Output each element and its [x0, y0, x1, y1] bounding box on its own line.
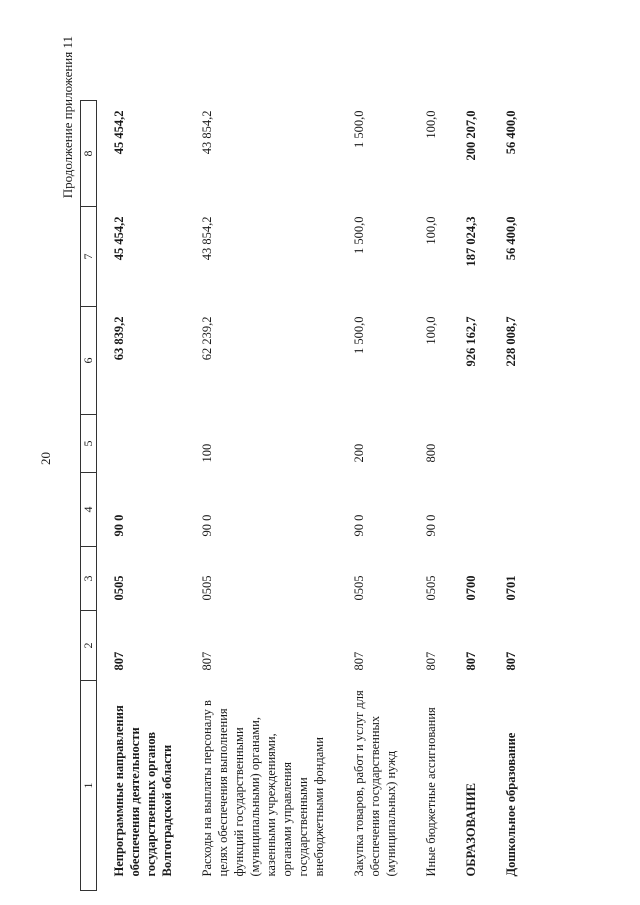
cell-code: [449, 415, 489, 473]
cell-amount: 45 454,2: [112, 216, 127, 261]
column-header: 6: [81, 307, 97, 415]
table-row: [449, 101, 489, 891]
row-name: Закупка товаров, работ и услуг для обеспечения государственных (муниципальных) нужд: [352, 690, 399, 877]
cell-amount: 1 500,0: [352, 316, 367, 354]
cell-code: 90 0: [352, 514, 367, 537]
continuation-title: Продолжение приложения 11: [60, 36, 75, 199]
cell-code: 0701: [504, 575, 519, 601]
cell-amount: 1 500,0: [352, 110, 367, 148]
cell-amount: 100,0: [424, 110, 439, 139]
column-header: 1: [81, 681, 97, 891]
cell-code: [489, 415, 529, 473]
cell-code: 0505: [200, 575, 215, 601]
row-name: Непрограммные направления обеспечения деятельности государственных органов Волгоградской области: [112, 705, 175, 877]
cell-code: 800: [424, 443, 439, 463]
cell-amount: 926 162,7: [464, 316, 479, 367]
cell-code: 90 0: [424, 514, 439, 537]
cell-amount: 100,0: [424, 316, 439, 345]
cell-code: 0505: [352, 575, 367, 601]
column-header: 7: [81, 207, 97, 307]
row-name: Иные бюджетные ассигнования: [424, 707, 439, 877]
cell-code: 100: [200, 443, 215, 463]
row-name: Расходы на выплаты персоналу в целях обеспечения выполнения функций государственными (муниципальными) органами, казенными учреждениями, органами управления государственными внебюджетными фондами: [200, 700, 327, 877]
cell-code: 807: [504, 651, 519, 671]
table-row: [409, 101, 449, 891]
cell-amount: 43 854,2: [200, 216, 215, 261]
table-row: [97, 101, 186, 891]
cell-amount: 56 400,0: [504, 110, 519, 155]
cell-code: [449, 473, 489, 547]
column-header: 4: [81, 473, 97, 547]
budget-table: [80, 100, 529, 891]
cell-code: 200: [352, 443, 367, 463]
cell-code: 90 0: [200, 514, 215, 537]
cell-code: 807: [464, 651, 479, 671]
cell-amount: 187 024,3: [464, 216, 479, 267]
column-header: 2: [81, 611, 97, 681]
table-row: [185, 101, 337, 891]
cell-amount: 45 454,2: [112, 110, 127, 155]
cell-amount: 200 207,0: [464, 110, 479, 161]
cell-code: 807: [352, 651, 367, 671]
table-row: [489, 101, 529, 891]
column-header: 8: [81, 101, 97, 207]
cell-code: 0700: [464, 575, 479, 601]
cell-code: 807: [200, 651, 215, 671]
cell-code: [97, 415, 186, 473]
column-number-row: [81, 101, 97, 891]
cell-amount: 62 239,2: [200, 316, 215, 361]
cell-amount: 63 839,2: [112, 316, 127, 361]
cell-amount: 1 500,0: [352, 216, 367, 254]
cell-code: [489, 473, 529, 547]
cell-code: 807: [112, 651, 127, 671]
cell-amount: 56 400,0: [504, 216, 519, 261]
column-header: 3: [81, 547, 97, 611]
cell-code: 0505: [112, 575, 127, 601]
cell-amount: 228 008,7: [504, 316, 519, 367]
cell-code: 0505: [424, 575, 439, 601]
page-number: 20: [38, 452, 53, 465]
table-row: [337, 101, 409, 891]
cell-code: 90 0: [112, 514, 127, 537]
column-header: 5: [81, 415, 97, 473]
cell-amount: 43 854,2: [200, 110, 215, 155]
row-name: Дошкольное образование: [504, 732, 519, 877]
row-name: ОБРАЗОВАНИЕ: [464, 783, 479, 877]
cell-amount: 100,0: [424, 216, 439, 245]
cell-code: 807: [424, 651, 439, 671]
